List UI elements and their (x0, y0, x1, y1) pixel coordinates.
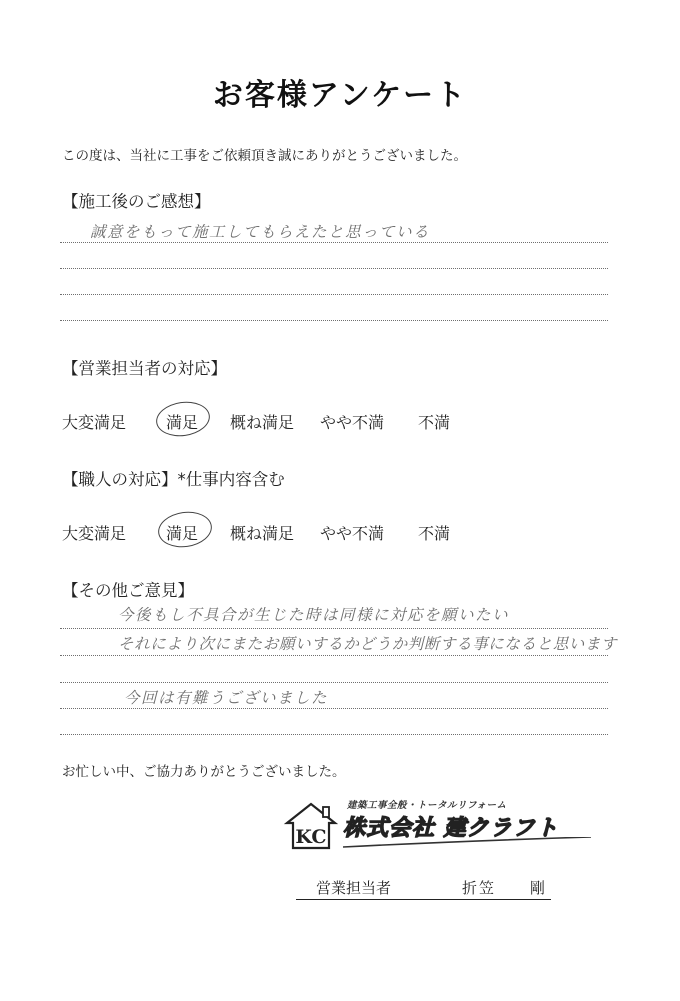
logo-company-name: 株式会社 建クラフト (343, 816, 559, 841)
craftsman-option-mostly-satisfied[interactable]: 概ね満足 (230, 524, 295, 543)
impression-answer: 誠意をもって施工してもらえたと思っている (90, 223, 431, 241)
house-logo-icon (283, 801, 339, 851)
section-craftsman-heading: 【職人の対応】*仕事内容含む (62, 470, 285, 489)
staff-name: 折笠 剛 (462, 879, 548, 897)
section-sales-heading: 【営業担当者の対応】 (62, 359, 227, 378)
answer-line (60, 734, 608, 735)
answer-line (60, 682, 608, 683)
section-other-heading: 【その他ご意見】 (62, 581, 194, 600)
sales-option-mostly-satisfied[interactable]: 概ね満足 (230, 413, 295, 432)
answer-line (60, 628, 608, 629)
other-opinion-line-3: 今回は有難うございました (124, 689, 329, 707)
sales-option-somewhat-dissatisfied[interactable]: やや不満 (320, 413, 385, 432)
sales-option-dissatisfied[interactable]: 不満 (418, 413, 451, 432)
other-opinion-line-1: 今後もし不具合が生じた時は同様に対応を願いたい (118, 606, 510, 624)
section-impression-heading: 【施工後のご感想】 (62, 192, 211, 211)
company-logo (283, 793, 598, 863)
answer-line (60, 320, 608, 321)
other-opinion-line-2: それにより次にまたお願いするかどうか判断する事になると思います (118, 635, 618, 653)
answer-line (60, 242, 608, 243)
craftsman-option-somewhat-dissatisfied[interactable]: やや不満 (320, 524, 385, 543)
answer-line (60, 268, 608, 269)
craftsman-option-very-satisfied[interactable]: 大変満足 (62, 524, 127, 543)
answer-line (60, 294, 608, 295)
logo-tagline: 建築工事全般・トータルリフォーム (347, 800, 507, 811)
answer-line (60, 708, 608, 709)
sales-option-very-satisfied[interactable]: 大変満足 (62, 413, 127, 432)
staff-label: 営業担当者 (316, 879, 392, 897)
staff-underline (296, 899, 551, 900)
intro-text: この度は、当社に工事をご依頼頂き誠にありがとうございました。 (62, 148, 467, 164)
craftsman-option-satisfied[interactable]: 満足 (166, 524, 199, 543)
answer-line (60, 655, 608, 656)
sales-option-satisfied[interactable]: 満足 (166, 413, 199, 432)
closing-text: お忙しい中、ご協力ありがとうございました。 (62, 764, 346, 780)
logo-initials: KC (295, 826, 327, 848)
craftsman-option-dissatisfied[interactable]: 不満 (418, 524, 451, 543)
page-title: お客様アンケート (212, 78, 468, 113)
logo-swoosh-icon (341, 837, 596, 851)
